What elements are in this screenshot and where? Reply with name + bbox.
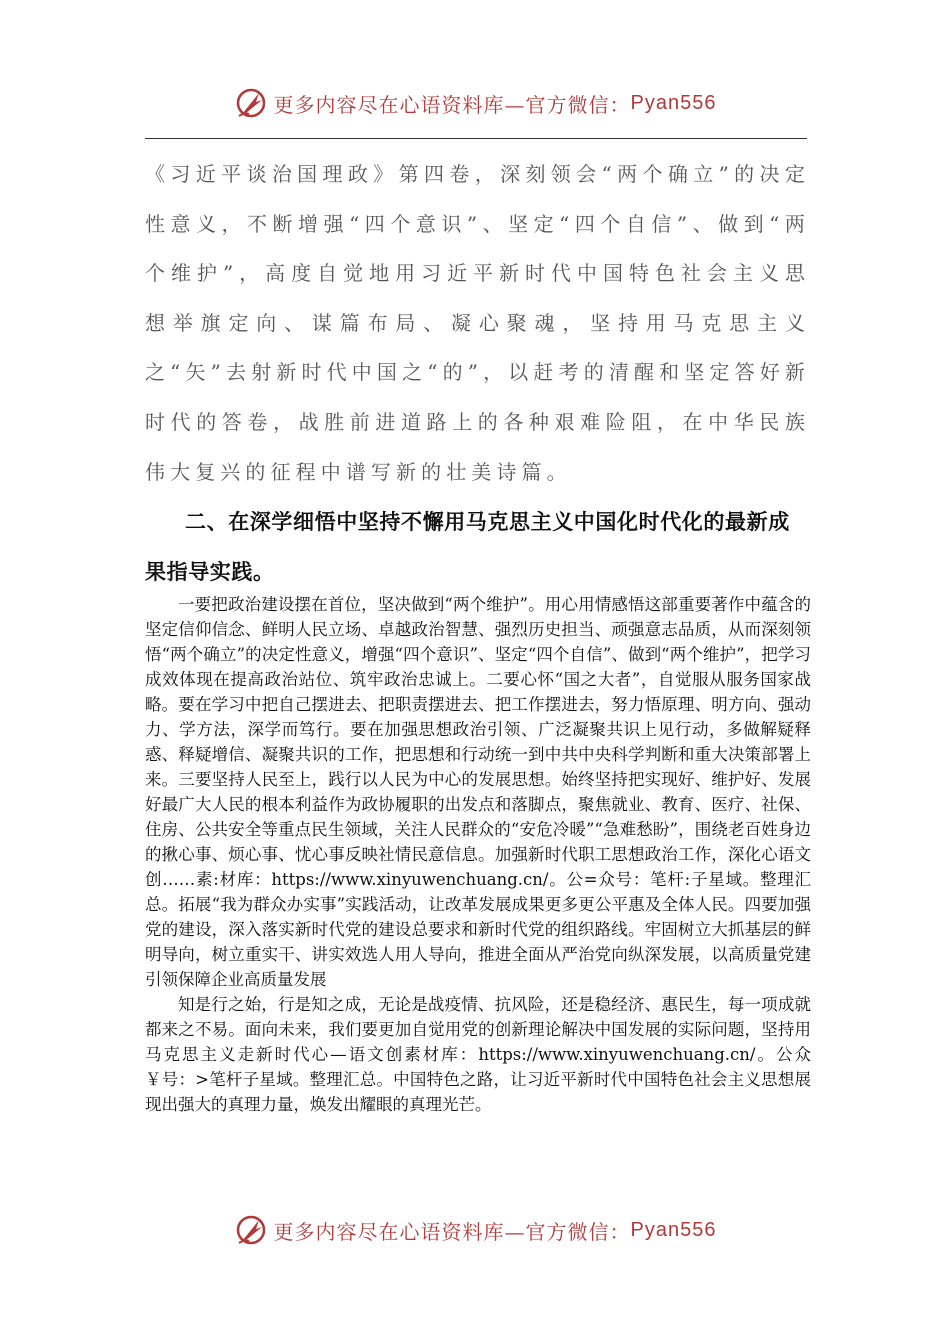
wechat-id: Pyan556 <box>630 1218 717 1241</box>
body-paragraph: 知是行之始，行是知之成，无论是战疫情、抗风险，还是稳经济、惠民生，每一项成就都来之不易。面向未来，我们要更加自觉用党的创新理论解决中国发展的实际问题，坚持用马克思主义走新时代心—语文创素材库：https://www.xinyuwenchuang.cn/。公众￥号：>笔杆子星域。整理汇总。中国特色之路，让习近平新时代中国特色社会主义思想展现出强大的真理力量，焕发出耀眼的真理光芒。 <box>145 995 811 1114</box>
watermark-text: 更多内容尽在心语资料库—官方微信： <box>273 92 631 117</box>
section-heading <box>145 497 810 597</box>
body-paragraph: 一要把政治建设摆在首位，坚决做到“两个维护”。用心用情感悟这部重要著作中蕴含的坚定信仰信念、鲜明人民立场、卓越政治智慧、强烈历史担当、顽强意志品质，从而深刻领悟“两个确立”的决定性意义，增强“四个意识”、坚定“四个自信”、做到“两个维护”，把学习成效体现在提高政治站位、筑牢政治忠诚上。二要心怀“国之大者”，自觉服从服务国家战略。要在学习中把自己摆进去、把职责摆进去、把工作摆进去，努力悟原理、明方向、强动力、学方法，深学而笃行。要在加强思想政治引领、广泛凝聚共识上见行动，多做解疑释惑、释疑增信、凝聚共识的工作，把思想和行动统一到中共中央科学判断和重大决策部署上来。三要坚持人民至上，践行以人民为中心的发展思想。始终坚持把实现好、维护好、发展好最广大人民的根本利益作为政协履职的出发点和落脚点，聚焦就业、教育、医疗、社保、住房、公共安全等重点民生领域，关注人民群众的“安危冷暖”“急难愁盼”，围绕老百姓身边的揪心事、烦心事、忧心事反映社情民意信息。加强新时代职工思想政治工作，深化心语文创……素:材库：https://www.xinyuwenchuang.cn/。公=众号：笔杆:子星域。整理汇总。拓展“我为群众办实事”实践活动，让改革发展成果更多更公平惠及全体人民。四要加强党的建设，深入落实新时代党的建设总要求和新时代党的组织路线。牢固树立大抓基层的鲜明导向，树立重实干、讲实效选人用人导向，推进全面从严治党向纵深发展，以高质量党建引领保障企业高质量发展 <box>145 595 811 989</box>
wechat-id: Pyan556 <box>630 91 717 114</box>
footer-watermark <box>0 1207 950 1253</box>
lead-paragraph: 《习近平谈治国理政》第四卷，深刻领会“两个确立”的决定性意义，不断增强“四个意识”、坚定“四个自信”、做到“两个维护”，高度自觉地用习近平新时代中国特色社会主义思想举旗定向、谋篇布局、凝心聚魂，坚持用马克思主义之“矢”去射新时代中国之“的”，以赶考的清醒和坚定答好新时代的答卷，战胜前进道路上的各种艰难险阻，在中华民族伟大复兴的征程中谱写新的壮美诗篇。 <box>145 162 810 484</box>
watermark-text: 更多内容尽在心语资料库—官方微信： <box>273 1219 631 1244</box>
header-watermark <box>0 80 950 126</box>
section-number: 二、 <box>185 510 229 534</box>
quill-logo-icon <box>234 86 268 120</box>
body-text <box>145 592 811 1117</box>
header-divider <box>145 138 807 139</box>
quill-logo-icon <box>234 1213 268 1247</box>
section-heading-text: 在深学细悟中坚持不懈用马克思主义中国化时代化的最新成果指导实践。 <box>145 510 790 584</box>
